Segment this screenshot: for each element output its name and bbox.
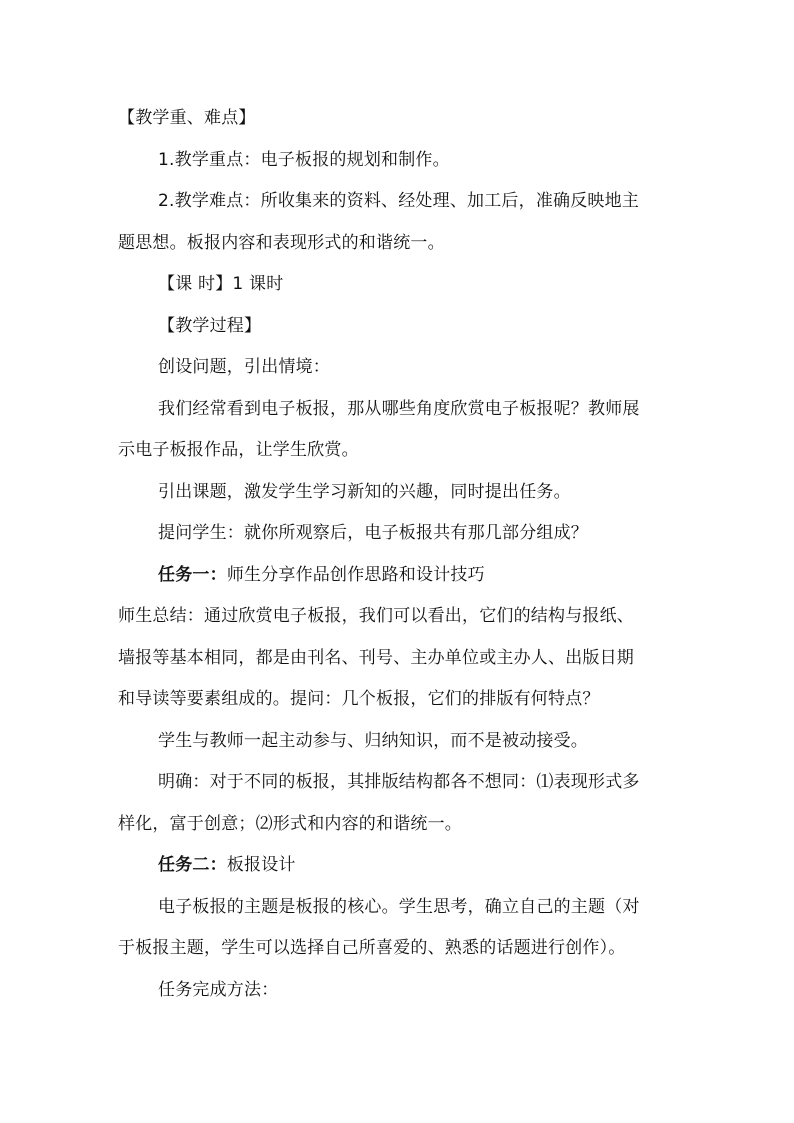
paragraph-1-line-2: 示电子板报作品，让学生欣赏。 xyxy=(118,440,359,460)
summary-line-1: 师生总结：通过欣赏电子板报，我们可以看出，它们的结构与报纸、 xyxy=(118,606,634,626)
key-point-2-line-2: 题思想。板报内容和表现形式的和谐统一。 xyxy=(118,233,445,253)
heading-key-points: 【教学重、难点】 xyxy=(118,108,256,128)
theme-line-1: 电子板报的主题是板报的核心。学生思考，确立自己的主题（对 xyxy=(158,897,640,917)
paragraph-4: 学生与教师一起主动参与、归纳知识，而不是被动接受。 xyxy=(158,731,588,751)
theme-line-2: 于板报主题，学生可以选择自己所喜爱的、熟悉的话题进行创作）。 xyxy=(118,938,626,958)
paragraph-2: 引出课题，激发学生学习新知的兴趣，同时提出任务。 xyxy=(158,482,571,502)
clarify-line-1: 明确：对于不同的板报，其排版结构都各不想同：⑴表现形式多 xyxy=(158,772,640,792)
scenario-intro: 创设问题，引出情境： xyxy=(158,357,330,377)
paragraph-3: 提问学生：就你所观察后，电子板报共有那几部分组成？ xyxy=(158,523,588,543)
task-2-title: 板报设计 xyxy=(226,855,296,875)
class-hours: 【课 时】1 课时 xyxy=(158,274,284,294)
task-2-heading xyxy=(158,853,296,877)
summary-line-2: 墙报等基本相同，都是由刊名、刊号、主办单位或主办人、出版日期 xyxy=(118,648,634,668)
task-1-label: 任务一： xyxy=(158,565,227,585)
paragraph-1-line-1: 我们经常看到电子板报，那从哪些角度欣赏电子板报呢？教师展 xyxy=(158,399,640,419)
task-1-title: 师生分享作品创作思路和设计技巧 xyxy=(226,565,485,585)
clarify-line-2: 样化，富于创意；⑵形式和内容的和谐统一。 xyxy=(118,814,462,834)
heading-teaching-process: 【教学过程】 xyxy=(158,316,262,336)
key-point-1: 1.教学重点：电子板报的规划和制作。 xyxy=(158,150,450,170)
task-method: 任务完成方法： xyxy=(158,980,279,1000)
task-1-heading xyxy=(158,563,485,587)
summary-line-3: 和导读等要素组成的。提问：几个板报，它们的排版有何特点？ xyxy=(118,689,600,709)
key-point-2-line-1: 2.教学难点：所收集来的资料、经处理、加工后，准确反映地主 xyxy=(158,191,640,211)
task-2-label: 任务二： xyxy=(158,855,227,875)
